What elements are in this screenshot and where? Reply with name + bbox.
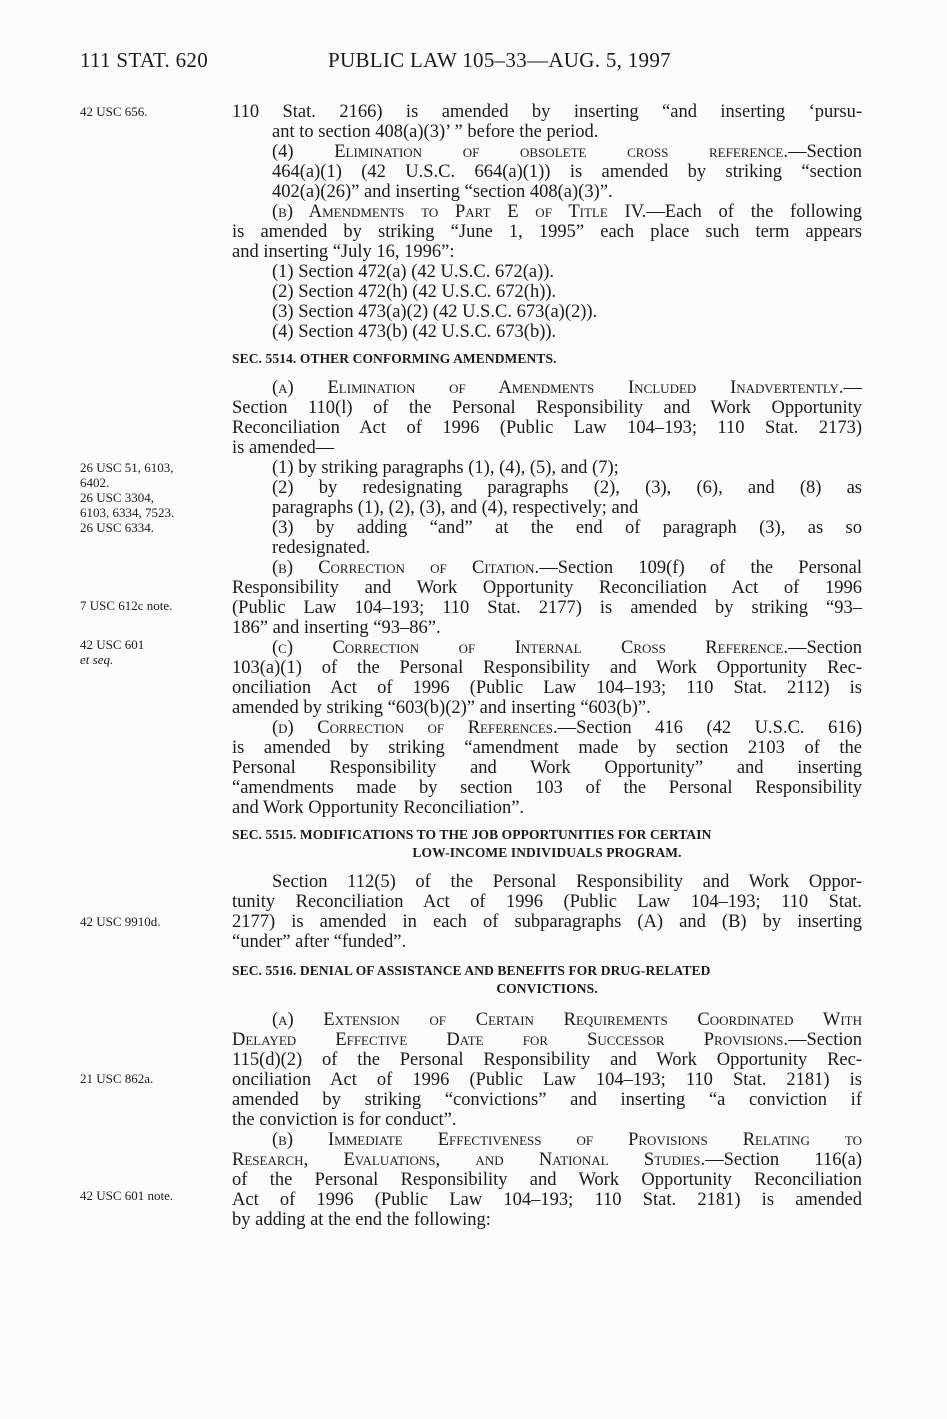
text-line: “under” after “funded”.	[232, 932, 407, 952]
text-line	[272, 142, 862, 162]
subsection-heading: (a) Elimination of Amendments Included Inadvertently.	[272, 378, 844, 398]
text-line: onciliation Act of 1996 (Public Law 104–193; 110 Stat. 2181) is	[232, 1070, 862, 1090]
subsection-heading: (c) Correction of Internal Cross Reference.	[272, 638, 788, 658]
text-run: —Section	[788, 638, 862, 658]
text-run: —Each of the following	[646, 202, 862, 222]
margin-note: 42 USC 601	[80, 637, 145, 652]
text-line: is amended by striking “June 1, 1995” each place such term appears	[232, 222, 862, 242]
margin-note: 42 USC 9910d.	[80, 914, 161, 929]
text-line: Section 112(5) of the Personal Responsibility and Work Oppor-	[272, 872, 862, 892]
page-header-title: PUBLIC LAW 105–33—AUG. 5, 1997	[328, 48, 671, 72]
text-line: Section 110(l) of the Personal Responsibility and Work Opportunity	[232, 398, 862, 418]
text-line: Reconciliation Act of 1996 (Public Law 104–193; 110 Stat. 2173)	[232, 418, 862, 438]
text-line: 402(a)(26)” and inserting “section 408(a)(3)”.	[272, 182, 613, 202]
section-heading: SEC. 5516. DENIAL OF ASSISTANCE AND BENEFITS FOR DRUG-RELATED	[232, 963, 711, 978]
text-line: (3) Section 473(a)(2) (42 U.S.C. 673(a)(2)).	[272, 302, 598, 322]
text-line: amended by striking “603(b)(2)” and inserting “603(b)”.	[232, 698, 651, 718]
text-line: ant to section 408(a)(3)’ ” before the period.	[272, 122, 599, 142]
margin-note: 6103, 6334, 7523.	[80, 505, 175, 520]
text-line: onciliation Act of 1996 (Public Law 104–193; 110 Stat. 2112) is	[232, 678, 862, 698]
text-line	[232, 1150, 862, 1170]
text-line	[272, 378, 862, 398]
text-run: —	[843, 378, 862, 398]
text-line: Personal Responsibility and Work Opportunity” and inserting	[232, 758, 862, 778]
text-line: (3) by adding “and” at the end of paragraph (3), as so	[272, 518, 862, 538]
margin-note: 42 USC 656.	[80, 104, 148, 119]
margin-note: 42 USC 601 note.	[80, 1188, 174, 1203]
text-line: (1) by striking paragraphs (1), (4), (5), and (7);	[272, 458, 619, 478]
subsection-heading: (b) Amendments to Part E of Title IV.	[272, 202, 647, 222]
margin-note: 26 USC 6334.	[80, 520, 155, 535]
text-line: tunity Reconciliation Act of 1996 (Public Law 104–193; 110 Stat.	[232, 892, 862, 912]
subsection-heading: (b) Correction of Citation.	[272, 558, 540, 578]
text-line: is amended—	[232, 438, 335, 458]
text-line: 2177) is amended in each of subparagraphs (A) and (B) by inserting	[232, 912, 862, 932]
text-line: 186” and inserting “93–86”.	[232, 618, 441, 638]
page-stat-citation: 111 STAT. 620	[80, 48, 209, 72]
text-line	[232, 1030, 862, 1050]
margin-note: 26 USC 51, 6103,	[80, 460, 174, 475]
text-line: (4) Section 473(b) (42 U.S.C. 673(b)).	[272, 322, 557, 342]
text-line: redesignated.	[272, 538, 371, 558]
text-run: —Section 109(f) of the Personal	[539, 558, 862, 578]
subsection-heading: (d) Correction of References.	[272, 718, 558, 738]
text-line	[272, 202, 862, 222]
text-line: 110 Stat. 2166) is amended by inserting “and inserting ‘pursu-	[232, 102, 862, 122]
text-run: —Section	[788, 1030, 862, 1050]
text-line: (a) Extension of Certain Requirements Coordinated With	[272, 1010, 862, 1030]
section-heading: SEC. 5515. MODIFICATIONS TO THE JOB OPPORTUNITIES FOR CERTAIN	[232, 827, 712, 842]
text-line: (2) by redesignating paragraphs (2), (3), (6), and (8) as	[272, 478, 862, 498]
text-line: (b) Immediate Effectiveness of Provisions Relating to	[272, 1130, 862, 1150]
text-line: and Work Opportunity Reconciliation”.	[232, 798, 525, 818]
text-line: Responsibility and Work Opportunity Reconciliation Act of 1996	[232, 578, 862, 598]
text-line: (1) Section 472(a) (42 U.S.C. 672(a)).	[272, 262, 555, 282]
margin-note	[80, 652, 230, 667]
subsection-heading: (4) Elimination of obsolete cross reference.	[272, 142, 788, 162]
margin-note: 26 USC 3304,	[80, 490, 155, 505]
text-run: —Section 116(a)	[705, 1150, 862, 1170]
section-heading: CONVICTIONS.	[496, 981, 598, 996]
text-line: “amendments made by section 103 of the Personal Responsibility	[232, 778, 862, 798]
text-line: of the Personal Responsibility and Work Opportunity Reconciliation	[232, 1170, 862, 1190]
section-heading: SEC. 5514. OTHER CONFORMING AMENDMENTS.	[232, 351, 557, 366]
text-line: 464(a)(1) (42 U.S.C. 664(a)(1)) is amended by striking “section	[272, 162, 862, 182]
margin-note: 6402.	[80, 475, 110, 490]
text-line: amended by striking “convictions” and inserting “a conviction if	[232, 1090, 862, 1110]
text-line: Act of 1996 (Public Law 104–193; 110 Stat. 2181) is amended	[232, 1190, 862, 1210]
text-line	[272, 718, 862, 738]
text-line: and inserting “July 16, 1996”:	[232, 242, 455, 262]
text-line	[272, 638, 862, 658]
subsection-heading: Research, Evaluations, and National Studies.	[232, 1150, 706, 1170]
text-line: paragraphs (1), (2), (3), and (4), respectively; and	[272, 498, 639, 518]
text-run: —Section	[788, 142, 862, 162]
text-line: (2) Section 472(h) (42 U.S.C. 672(h)).	[272, 282, 557, 302]
margin-note: 21 USC 862a.	[80, 1071, 154, 1086]
text-line: is amended by striking “amendment made by section 2103 of the	[232, 738, 862, 758]
text-line	[272, 558, 862, 578]
subsection-heading: Delayed Effective Date for Successor Provisions.	[232, 1030, 788, 1050]
text-run: —Section 416 (42 U.S.C. 616)	[557, 718, 862, 738]
margin-note: 7 USC 612c note.	[80, 598, 173, 613]
text-line: 115(d)(2) of the Personal Responsibility and Work Opportunity Rec-	[232, 1050, 862, 1070]
text-line: 103(a)(1) of the Personal Responsibility and Work Opportunity Rec-	[232, 658, 862, 678]
text-line: the conviction is for conduct”.	[232, 1110, 457, 1130]
text-line: by adding at the end the following:	[232, 1210, 491, 1230]
margin-note-italic: et seq.	[80, 652, 114, 667]
section-heading: LOW-INCOME INDIVIDUALS PROGRAM.	[412, 845, 682, 860]
text-line: (Public Law 104–193; 110 Stat. 2177) is amended by striking “93–	[232, 598, 862, 618]
